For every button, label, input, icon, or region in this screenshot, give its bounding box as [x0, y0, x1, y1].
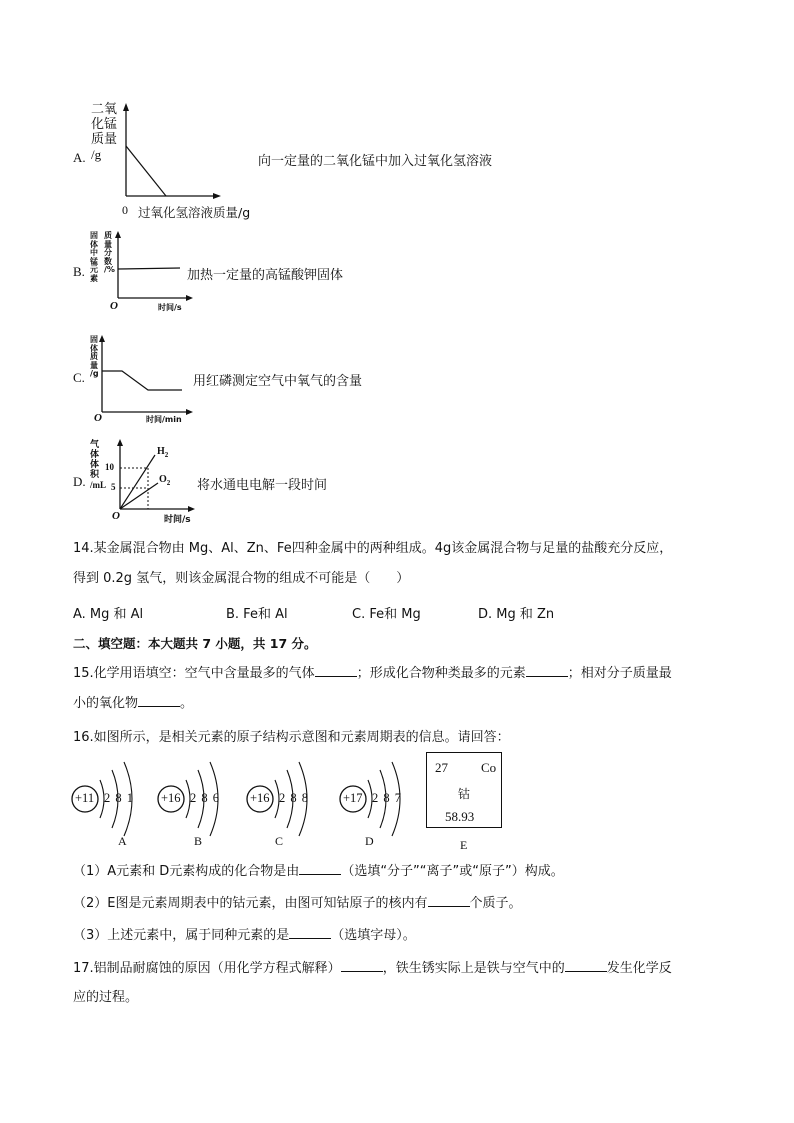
- graph-c-origin: O: [94, 412, 102, 424]
- option-d-letter: D.: [73, 474, 86, 489]
- graph-a-xlabel: 过氧化氢溶液质量/g: [138, 205, 251, 220]
- graph-b-y-arrow: [115, 231, 121, 238]
- graph-b: [88, 228, 198, 314]
- graph-d-tick-5: 5: [111, 482, 116, 492]
- graph-c: [88, 332, 198, 424]
- graph-d-ylabel: 气 体 体 积 /mL: [90, 440, 107, 490]
- q17-line2: 应的过程。: [73, 990, 139, 1005]
- q16-blank-2[interactable]: [428, 892, 470, 907]
- graph-b-xlabel: 时间/s: [158, 303, 182, 312]
- atom-c-label: C: [275, 834, 284, 848]
- graph-d-o2-line: [120, 483, 158, 509]
- graph-d-h2-line: [120, 455, 155, 509]
- atom-b-nucleus-charge: +16: [161, 791, 181, 805]
- q14-choice-c: C. Fe和 Mg: [352, 607, 421, 622]
- q14-choice-a: A. Mg 和 Al: [73, 607, 144, 622]
- q15-line2: 小的氧化物 。: [73, 692, 193, 715]
- atom-c-electrons: 2 8 8: [279, 791, 309, 805]
- q16-sub3: （3）上述元素中，属于同种元素的是 （选填字母）。: [73, 924, 416, 947]
- graph-b-ylabel-right: 质 量 分 数 /%: [104, 231, 115, 274]
- atom-b-label: B: [194, 834, 203, 848]
- q14-line1: 14.某金属混合物由 Mg、Al、Zn、Fe四种金属中的两种组成。4g该金属混合物与足量的盐酸充分反应，: [73, 541, 673, 556]
- graph-b-origin: O: [110, 300, 118, 312]
- option-b-description: 加热一定量的高锰酸钾固体: [187, 268, 344, 283]
- graph-b-ylabel-left: 固 体 中 锰 元 素: [90, 231, 98, 283]
- graph-a-ylabel-line: /g: [91, 147, 102, 162]
- q14-line2: 得到 0.2g 氢气，则该金属混合物的组成不可能是（ ）: [73, 571, 410, 586]
- atom-a-label: A: [118, 834, 127, 848]
- q16-sub2: （2）E图是元素周期表中的钴元素，由图可知钴原子的核内有 个质子。: [73, 892, 522, 915]
- section-2-heading: 二、填空题：本大题共 7 小题，共 17 分。: [73, 636, 317, 651]
- graph-d-y-arrow: [117, 439, 123, 446]
- graph-c-xlabel: 时间/min: [146, 415, 182, 424]
- graph-c-ylabel: 固 体 质 量 /g: [90, 335, 99, 378]
- graph-a-y-arrow: [123, 103, 129, 111]
- atom-a-nucleus-charge: +11: [75, 791, 95, 805]
- graph-a-ylabel: [91, 102, 117, 162]
- q17-blank-2[interactable]: [565, 957, 607, 972]
- atom-d-nucleus-charge: +17: [343, 791, 363, 805]
- q16-intro: 16.如图所示，是相关元素的原子结构示意图和元素周期表的信息。请回答：: [73, 730, 510, 745]
- atom-a-electrons: 2 8 1: [104, 791, 134, 805]
- graph-a-x-arrow: [213, 193, 221, 199]
- graph-a-origin: 0: [122, 203, 128, 217]
- q14-choice-d: D. Mg 和 Zn: [478, 607, 555, 622]
- periodic-cell-label: E: [460, 838, 468, 852]
- q16-blank-1[interactable]: [299, 860, 341, 875]
- option-b-letter: B.: [73, 264, 85, 279]
- graph-c-y-arrow: [99, 335, 105, 342]
- element-symbol: Co: [481, 760, 497, 775]
- q17-blank-1[interactable]: [341, 957, 383, 972]
- graph-c-curve: [102, 371, 182, 390]
- graph-c-x-arrow: [186, 409, 193, 415]
- q17-line1: 17.铝制品耐腐蚀的原因（用化学方程式解释） ，铁生锈实际上是铁与空气中的 发生化学反: [73, 957, 672, 980]
- graph-a-ylabel-line: 化锰: [91, 117, 118, 132]
- q14-choice-b: B. Fe和 Al: [226, 607, 288, 622]
- option-c-description: 用红磷测定空气中氧气的含量: [193, 374, 363, 389]
- graph-d-h2-label: $H_2$: [157, 446, 169, 459]
- q15-blank-3[interactable]: [138, 692, 180, 707]
- atom-d-electrons: 2 8 7: [372, 791, 402, 805]
- graph-d-origin: O: [112, 510, 120, 522]
- graph-a: [88, 100, 268, 220]
- atomic-number: 27: [435, 760, 448, 775]
- option-a-letter: A.: [73, 150, 86, 165]
- option-c-letter: C.: [73, 370, 85, 385]
- graph-d-o2-label: $O_2$: [159, 474, 171, 487]
- graph-a-ylabel-line: 二氧: [91, 102, 118, 117]
- q16-sub1: （1）A元素和 D元素构成的化合物是由 （选填“分子”“离子”或“原子”）构成。: [73, 860, 564, 883]
- graph-b-x-arrow: [186, 295, 193, 301]
- graph-b-curve: [118, 268, 180, 269]
- graph-d-tick-10: 10: [105, 462, 114, 472]
- option-a-description: 向一定量的二氧化锰中加入过氧化氢溶液: [258, 154, 493, 169]
- element-name: 钴: [458, 787, 471, 801]
- graph-d: [88, 436, 198, 526]
- atom-d-label: D: [365, 834, 374, 848]
- q15-blank-1[interactable]: [315, 662, 357, 677]
- graph-a-ylabel-line: 质量: [91, 132, 118, 147]
- q16-blank-3[interactable]: [289, 924, 331, 939]
- atom-c-nucleus-charge: +16: [250, 791, 270, 805]
- q15-line1: 15.化学用语填空：空气中含量最多的气体 ；形成化合物种类最多的元素 ；相对分子质量最: [73, 662, 672, 685]
- graph-c-svg: [88, 332, 198, 424]
- graph-d-xlabel: 时间/s: [164, 515, 191, 525]
- option-d-description: 将水通电电解一段时间: [197, 478, 328, 493]
- atom-b-electrons: 2 8 6: [190, 791, 220, 805]
- q15-blank-2[interactable]: [526, 662, 568, 677]
- graph-a-curve: [126, 146, 166, 196]
- atomic-mass: 58.93: [445, 809, 475, 824]
- periodic-table-cell: [426, 752, 502, 828]
